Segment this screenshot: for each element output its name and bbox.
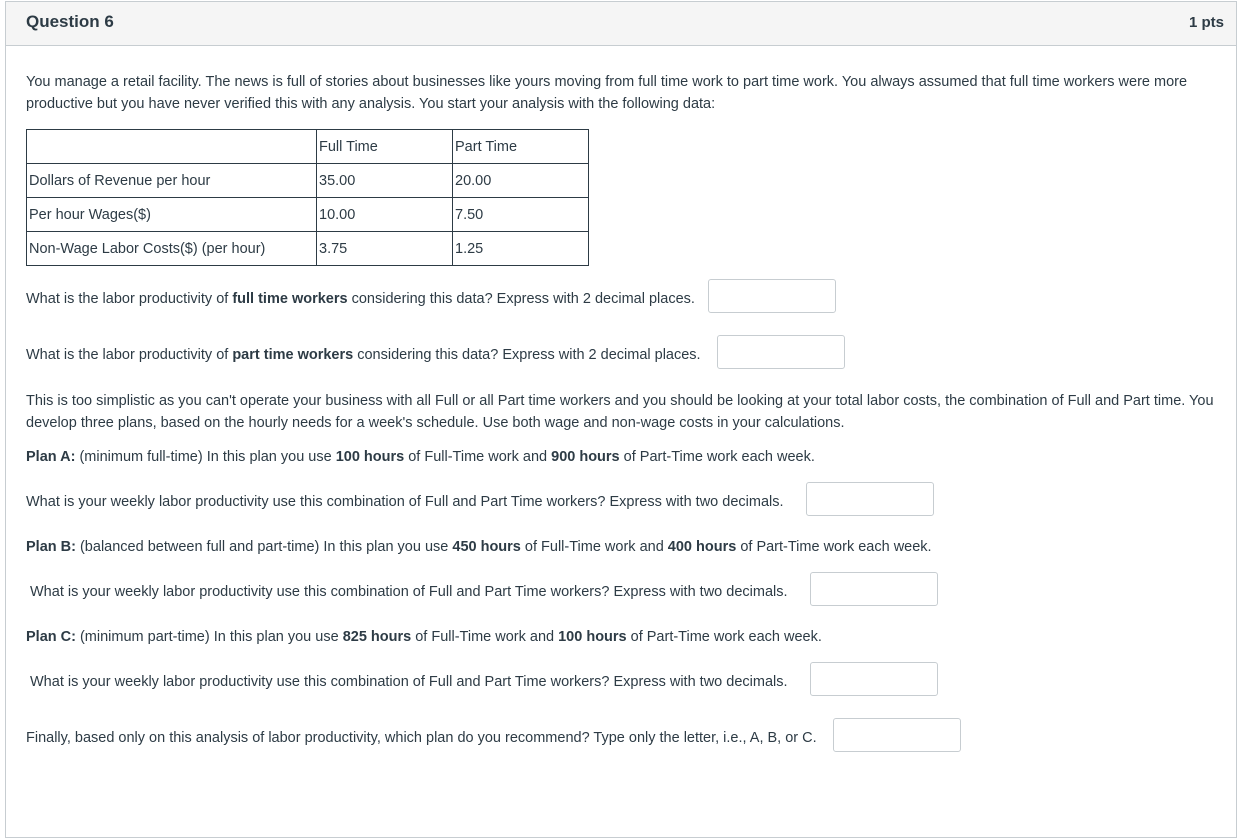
plan-c-text: of Part-Time work each week. bbox=[626, 629, 822, 645]
plan-c-text: (minimum part-time) In this plan you use bbox=[75, 629, 343, 645]
plan-b-text: of Full-Time work and bbox=[520, 539, 668, 555]
table-header-part-time: Part Time bbox=[453, 130, 589, 164]
plan-c-label: Plan C: bbox=[26, 629, 76, 645]
table-row-label: Dollars of Revenue per hour bbox=[27, 164, 317, 198]
table-header-row bbox=[27, 130, 589, 164]
question-full-time-productivity bbox=[26, 288, 695, 310]
table-cell: 3.75 bbox=[317, 232, 453, 266]
plan-b-description bbox=[26, 536, 932, 558]
question-plan-b: What is your weekly labor productivity use this combination of Full and Part Time workers? Express with two decimals. bbox=[30, 584, 788, 600]
q1-text-post: considering this data? Express with 2 decimal places. bbox=[347, 291, 695, 307]
table-cell: 1.25 bbox=[453, 232, 589, 266]
q2-text-post: considering this data? Express with 2 decimal places. bbox=[353, 347, 701, 363]
plan-a-full-hours: 100 hours bbox=[335, 449, 405, 465]
plan-c-full-hours: 825 hours bbox=[342, 629, 412, 645]
question-plan-c: What is your weekly labor productivity use this combination of Full and Part Time workers? Express with two decimals. bbox=[30, 674, 788, 690]
answer-input-plan-c[interactable] bbox=[810, 662, 938, 696]
answer-input-full-time[interactable] bbox=[708, 279, 836, 313]
plan-c-text: of Full-Time work and bbox=[411, 629, 559, 645]
question-plan-a: What is your weekly labor productivity use this combination of Full and Part Time workers? Express with two decimals. bbox=[26, 494, 784, 510]
plan-b-text: (balanced between full and part-time) In this plan you use bbox=[75, 539, 453, 555]
question-header bbox=[6, 2, 1236, 46]
answer-input-part-time[interactable] bbox=[717, 335, 845, 369]
answer-input-recommendation[interactable] bbox=[833, 718, 961, 752]
question-final-recommendation: Finally, based only on this analysis of labor productivity, which plan do you recommend? Type only the letter, i.e., A, B, or C. bbox=[26, 730, 817, 746]
q2-text-pre: What is the labor productivity of bbox=[26, 347, 233, 363]
table-row bbox=[27, 232, 589, 266]
question-points: 1 pts bbox=[1188, 14, 1224, 31]
table-row bbox=[27, 164, 589, 198]
question-part-time-productivity bbox=[26, 344, 701, 366]
table-header-full-time: Full Time bbox=[317, 130, 453, 164]
q1-text-pre: What is the labor productivity of bbox=[26, 291, 233, 307]
plan-b-text: of Part-Time work each week. bbox=[736, 539, 932, 555]
question-card bbox=[5, 1, 1237, 838]
table-cell: 20.00 bbox=[453, 164, 589, 198]
question-title: Question 6 bbox=[26, 12, 114, 31]
plan-a-text: of Part-Time work each week. bbox=[619, 449, 815, 465]
table-row bbox=[27, 198, 589, 232]
plan-a-text: of Full-Time work and bbox=[404, 449, 552, 465]
table-cell: 35.00 bbox=[317, 164, 453, 198]
plan-c-description bbox=[26, 626, 822, 648]
table-cell: 10.00 bbox=[317, 198, 453, 232]
table-cell bbox=[27, 130, 317, 164]
q1-text-bold: full time workers bbox=[232, 291, 348, 307]
table-cell: 7.50 bbox=[453, 198, 589, 232]
intro-text: You manage a retail facility. The news is full of stories about businesses like yours moving from full time work to part time work. You always assumed that full time workers were more productive but you have never verified this with any analysis. You start your analysis with the following data: bbox=[26, 74, 1188, 112]
answer-input-plan-a[interactable] bbox=[806, 482, 934, 516]
plan-b-part-hours: 400 hours bbox=[667, 539, 737, 555]
plan-a-description bbox=[26, 446, 815, 468]
table-row-label: Per hour Wages($) bbox=[27, 198, 317, 232]
plan-a-part-hours: 900 hours bbox=[551, 449, 620, 465]
plan-c-part-hours: 100 hours bbox=[558, 629, 627, 645]
context-text: This is too simplistic as you can't operate your business with all Full or all Part time workers and you should be looking at your total labor costs, the combination of Full and Part time. You develop three plans, based on the hourly needs for a week's schedule. Use both wage and non-wage costs in your calculations. bbox=[26, 393, 1214, 431]
table-row-label: Non-Wage Labor Costs($) (per hour) bbox=[27, 232, 317, 266]
plan-a-text: (minimum full-time) In this plan you use bbox=[75, 449, 336, 465]
plan-b-label: Plan B: bbox=[26, 539, 76, 555]
answer-input-plan-b[interactable] bbox=[810, 572, 938, 606]
plan-a-label: Plan A: bbox=[26, 449, 76, 465]
plan-b-full-hours: 450 hours bbox=[452, 539, 521, 555]
data-table bbox=[26, 129, 589, 266]
q2-text-bold: part time workers bbox=[232, 347, 354, 363]
